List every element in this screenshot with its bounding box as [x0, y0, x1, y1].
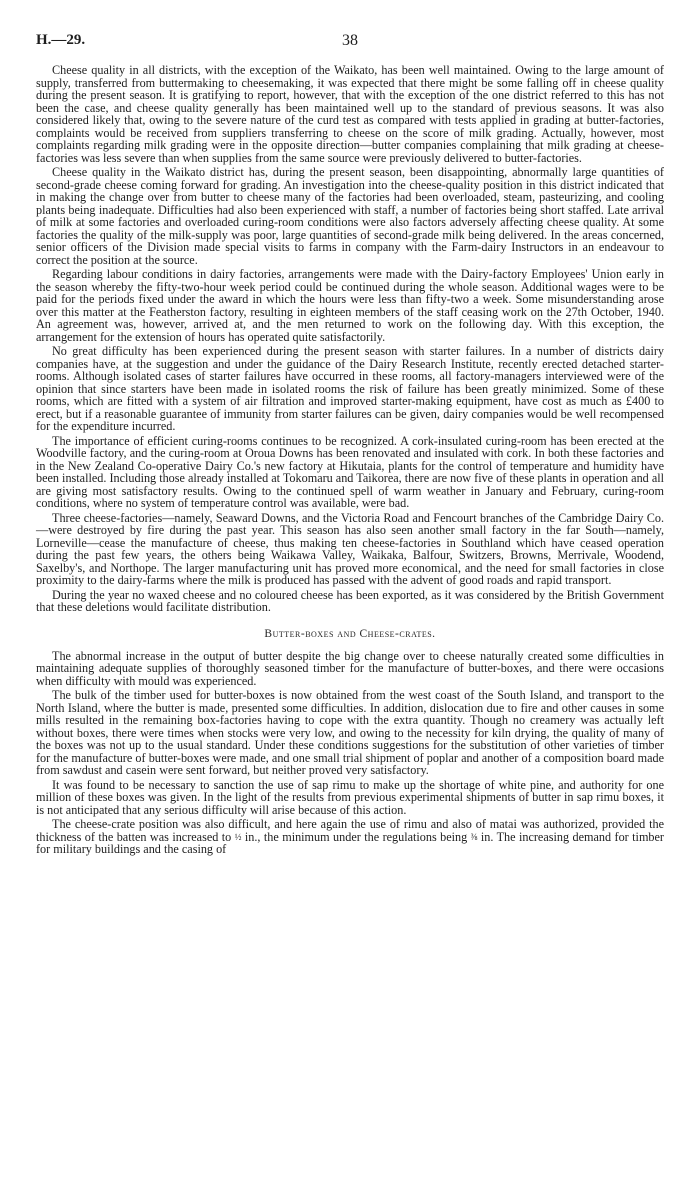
fraction-half: ½	[234, 831, 242, 842]
paragraph-factories-destroyed: Three cheese-factories—namely, Seaward Downs, and the Victoria Road and Fencourt branches of the Cambridge Dairy Co.—were destroyed by fire during the past year. This season has also seen another small factory in the far South—namely, Lorneville—cease the manufacture of cheese, thus making ten cheese-factories in Southland which have ceased operation during the past few years, the others being Waikawa Valley, Waikaka, Balfour, Switzers, Browns, Merrivale, Woodend, Saxelby's, and Northope. The larger manufacturing unit has proved more economical, and the need for small factories in close proximity to the dairy-farms where the milk is produced has passed with the advent of good roads and rapid transport.	[36, 510, 664, 587]
paragraph-labour-conditions: Regarding labour conditions in dairy factories, arrangements were made with the Dairy-factory Employees' Union early in the season whereby the fifty-two-hour week period could be continued during the whole season. Additional wages were to be paid for the periods fixed under the award in which the hours were less than fifty-two a week. Some misunderstanding arose over this matter at the Featherston factory, resulting in eighteen members of the staff ceasing work on the 27th October, 1940. An agreement was, however, arrived at, and the men returned to work on the following day. With this exception, the arrangement for the extension of hours has operated quite satisfactorily.	[36, 267, 664, 344]
text-span: in. The increasing demand for timber for military buildings and the casing of	[36, 829, 664, 856]
fraction-three-eighths: ⅜	[470, 831, 478, 842]
paragraph-waxed-cheese: During the year no waxed cheese and no coloured cheese has been exported, as it was considered by the British Government that these deletions would facilitate distribution.	[36, 587, 664, 614]
paragraph-timber-supply: The bulk of the timber used for butter-boxes is now obtained from the west coast of the South Island, and transport to the North Island, where the butter is made, presented some difficulties. In addition, dislocation due to fire and other causes in some mills resulted in the remaining box-factories having to cope with the extra quantity. Though no creamery was actually left without boxes, there were times when stocks were very low, and owing to the necessity for kiln drying, the quality of many of the boxes was not up to the usual standard. Under these conditions suggestions for the substitution of other varieties of timber for the manufacture of butter-boxes were made, and one small trial shipment of poplar and another of a composition board made from sawdust and casein were sent forward, but neither proved very satisfactory.	[36, 688, 664, 777]
document-body	[36, 64, 664, 856]
paragraph-curing-rooms: The importance of efficient curing-rooms continues to be recognized. A cork-insulated curing-room has been erected at the Woodville factory, and the curing-room at Oroua Downs has been renovated and insulated with cork. In both these factories and in the New Zealand Co-operative Dairy Co.'s new factory at Hikutaia, plants for the control of temperature and humidity have been installed. Including those already installed at Tokomaru and Taikorea, there are now five of these plants in operation and all are giving most satisfactory results. Owing to the continued spell of warm weather in January and February, curing-room conditions, where no system of temperature control was available, were bad.	[36, 433, 664, 510]
paragraph-starter-failures: No great difficulty has been experienced during the present season with starter failures. In a number of districts dairy companies have, at the suggestion and under the guidance of the Dairy Research Institute, recently erected detached starter-rooms. Although isolated cases of starter failures have occurred in these rooms, all factory-managers interviewed were of the opinion that since starters have been made in isolated rooms the risk of failure has been greatly minimized. Some of these rooms, which are fitted with a system of air filtration and improved starter-making equipment, have cost as much as £400 to erect, but if a reasonable guarantee of immunity from starter failures can be given, dairy companies would be well recompensed for the expenditure incurred.	[36, 344, 664, 433]
paragraph-cheese-quality: Cheese quality in all districts, with the exception of the Waikato, has been well maintained. Owing to the large amount of supply, transferred from buttermaking to cheesemaking, it was expected that there might be some falling off in cheese quality during the present season. It is gratifying to report, however, that with the exception of the one district referred to this has not been the case, and cheese quality generally has been maintained well up to the standard of previous seasons. It was also considered likely that, owing to the severe nature of the curd test as compared with tests applied in grading at butter-factories, complaints would be received from suppliers transferring to cheese on the score of milk grading. Actually, however, most complaints regarding milk grading were in the opposite direction—butter companies complaining that milk grading at cheese-factories was less severe than when supplies from the same source were previously delivered to butter-factories.	[36, 63, 664, 165]
paragraph-sap-rimu: It was found to be necessary to sanction the use of sap rimu to make up the shortage of white pine, and authority for one million of these boxes was given. In the light of the results from previous experimental shipments of butter in sap rimu boxes, it is not anticipated that any serious difficulty will arise because of this action.	[36, 777, 664, 817]
paragraph-cheese-crate	[36, 818, 664, 856]
paragraph-butter-output: The abnormal increase in the output of butter despite the big change over to cheese naturally created some difficulties in maintaining adequate supplies of thoroughly seasoned timber for the manufacture of butter-boxes, and there were occasions when difficulty with mould was experienced.	[36, 648, 664, 688]
page-number: 38	[342, 32, 358, 49]
text-span: The cheese-crate position was also difficult, and here again the use of rimu and also of matai was authorized, provided the thickness of the batten was increased to	[36, 817, 664, 844]
section-heading: Butter-boxes and Cheese-crates.	[264, 627, 436, 640]
paragraph-waikato-quality: Cheese quality in the Waikato district has, during the present season, been disappointing, abnormally large quantities of second-grade cheese coming forward for grading. An investigation into the cheese-quality position in this district indicated that in making the change over from butter to cheese many of the factories had been overloaded, steam, pasteurizing, and cooling plants being inadequate. Difficulties had also been experienced with staff, a number of factories being short staffed. Late arrival of milk at some factories and overloaded curing-room conditions were also factors adversely affecting cheese quality. At some factories the quality of the milk-supply was poor, large quantities of second-grade milk being delivered. In the areas concerned, senior officers of the Division made special visits to farms in company with the Farm-dairy Instructors in an endeavour to correct the position at the source.	[36, 165, 664, 267]
page-header	[36, 32, 664, 54]
text-span: in., the minimum under the regulations being	[241, 829, 471, 844]
document-code: H.—29.	[36, 32, 86, 48]
